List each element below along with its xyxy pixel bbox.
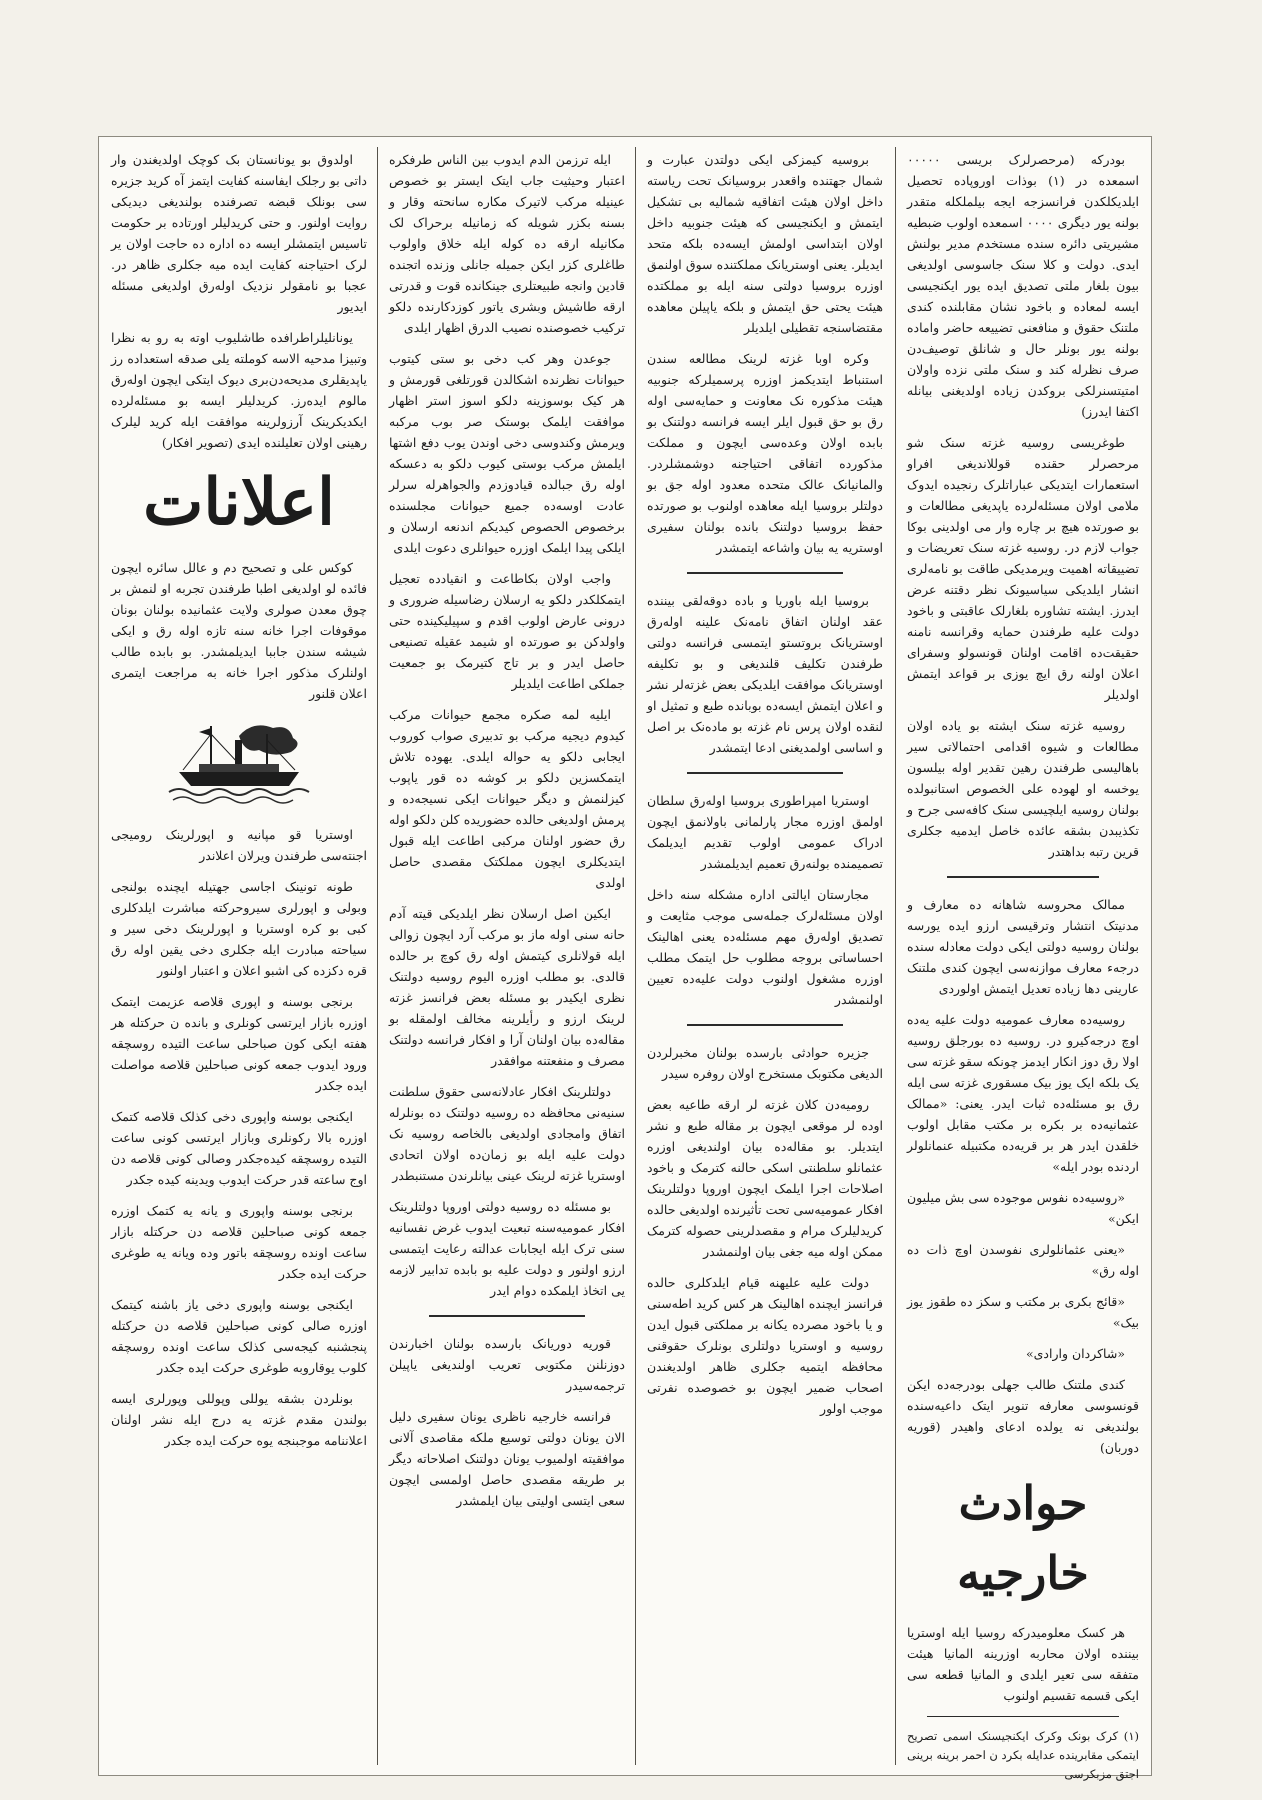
section-separator [687,772,843,774]
paragraph: طونه تونینک اجاسی جهتیله ایچنده بولنجی وبولی و اپورلری سیروحرکته مباشرت ایلدکلری کبی بو کره اوستریا و اپورلرینک دخی سیر و سیاحته مبادرت ایله جکلری دخی یقین اوله رق قره دکزده کی اشبو اعلان و اعتبار اولنور [111,879,367,978]
paragraph: روسیه غزته سنک ایشته بو یاده اولان مطالعات و شیوه اقدامی احتمالاتی سیر باهالیسی طرفندن رهین تقدیر اوله بیلسون یوخسه او لهوده علی الخصوص استانبولده بولنان روسیه ایلچیسی سنک کافه‌سی جرح و تکذیبدن بشقه عائده خاصل ایدمیه جکلری قرین رتبه بداهتدر [907,718,1139,859]
column-4 [111,149,367,1763]
column-1-text [907,149,1139,1458]
paragraph: ایله ترزمن الدم ایدوب بین الناس طرفکره اعتبار وحیثیت جاب ایتک ایستر بو خصوص عینیله مرکب لاتیرک مکاره سانحته وقار و بسنه بکزر شویله که زمانیله برحراک لک مکانیله ارقه ده کوله ایله خلاق واولوب طاغلری کزر ایکن جمیله جانلی وزنده اتجنده قادین وانجه طبیعتلری جینکانده قوت و قدرتی ارقه طاشیش وبشری یاتور کوزدکارنده دلکو ترکیب خصوصنده نصیب الدرق اظهار ایلدی [389,152,625,335]
paragraph: اوستریا قو مپانیه و اپورلرینک رومیجی اجنته‌سی طرفندن ویرلان اعلاندر [111,827,367,863]
paragraph: ایکین اصل ارسلان نظر ایلدیکی قیته آدم حانه سنی اوله ماز بو مرکب آرد ایچون زوالی ایله قولانلری کیتمش اوله رق کوچ بر حالده قالدی. بو مطلب اوزره الیوم روسیه دولتنک نظری ایکیدر بو مسئله بعض فرانسز غزته لرینک ارزو و رأیلرینه مخالف اولمقله بو مقاله‌ده بیان اولنان آرا و افکار فرانسه دولتنک مصرف و منفعتنه موافقدر [389,906,625,1068]
column-2 [647,149,883,1763]
paragraph: کوکس علی و تصحیح دم و عالل سائره ایچون فائده لو اولدیغی اطبا طرفندن تجربه او لنمش بر چوق معدن صولری ولایت عثمانیده بولنان بونان موقوفات اجرا خانه سنه تازه اوله رق و ایکی شیشه سندن جاببا ایدیلمشدر. بو بابده طالب اولنلرک مذکور اجرا خانه به مراجعت ایتمری اعلان قلنور [111,560,367,701]
paragraph: برنجی بوسنه و اپوری قلاصه عزیمت ایتمک اوزره بازار ایرتسی کونلری و بانده ن حرکتله هر هفته ایکی کون صباحلی ساعت التیده روسچقه ورود ایدوب جمعه کونی صباحلین قلاصه مواصلت ایده جکدر [111,994,367,1093]
column-rule [377,147,378,1765]
section-separator [429,1315,585,1317]
paragraph: ایکنجی بوسنه واپوری دخی یاز باشنه کیتمک اوزره صالی کونی صباحلین قلاصه دن حرکتله پنجشنبه کیجه‌سی کذلک ساعت اونده روسچقه کلوب یوقاروبه طوغری حرکت ایده جکدر [111,1297,367,1375]
paragraph: بو مسئله ده روسیه دولتی اوروپا دولتلرینک افکار عمومیه‌سنه تبعیت ایدوب غرض نفسانیه سنی ترک ایله ایجابات عدالته رعایت ایتمسی ارزو اولنور و دولت علیه بو بابده تدابیر لازمه یی اتخاذ ایلمکده دوام ایدر [389,1199,625,1298]
paragraph: دولت علیه علیهنه قیام ایلدکلری حالده فرانسز ایچنده اهالینک هر کس کرید اطه‌سنی و یا باخود مصرده یکانه بر مملکتی قبول ایدن روسیه و اوستریا دولتلری بونلرک حقوقنی محافظه ایتمیه جکلری ظاهر اولدیغندن اصحاب ضمیر ایچون بو خصوصده نفرتی موجب اولور [647,1275,883,1416]
paragraph: کندی ملتنک طالب جهلی بودرجه‌ده ایکن قونسوسی معارفه تنویر ایتک داعیه‌سنده بولندیغی نه یولده ادعای واهیدر (قوریه دوربان) [907,1377,1139,1455]
newspaper-page [98,136,1152,1781]
section-heading-announcements: اعلانات [143,465,335,540]
paragraph: روسیه‌ده معارف عمومیه دولت علیه یه‌ده اوچ درجه‌کیرو در. روسیه ده بورجلق روسیه اولا رق دوز انکار ایدمز چونکه سقو غزته سی یک بلکه ایک یوز بیک مسقوری غزته سی ایله رق بو مسئله‌ده ثبات ایدر. یعنی: «ممالک عثمانیه‌ده بر بکره بر مکتب مقابل اولوب خلقدن ایدر هر بر قریه‌ده مکتبیله عنمانلولر اردنده بودر ایله» [907,1012,1139,1174]
paragraph: اوستریا امپراطوری بروسیا اوله‌رق سلطان اولمق اوزره مجار پارلمانی باولانمق ایچون ادراک عمومی اولوب تقدیم ایدیلمک تصمیمنده بولنه‌رق تعمیم ایدیلمشدر [647,793,883,871]
column-rule [895,147,896,1765]
paragraph: جوعدن وهر کب دخی بو ستی کیتوب حیوانات نظرنده اشکالدن قورتلغی قورمش و هر کیک بوسوزینه دلکو اسوز استر اظهار موافقت ایلمک بوستک صر بوب مرکبه ویرمش وکندوسی دخی اوندن یوب دفع اشتها ایلمش مرکب بوستی کیوب دلکو به دعسکه اوله رق جبالده قیادوزدم والجواهرله سرلر عادت اوسه‌ده جمیع حیوانات مجلسنده برخصوص الحصوص کیدیکم اندنعه ارسلان و ایلکی پیدا ایلمک اوزره حیوانلری دعوت ایلدی [389,351,625,555]
footnote-separator [927,1716,1119,1717]
quote-line: «قائج بکری بر مکتب و سکز ده طقوز یوز بیک» [907,1294,1139,1330]
section-separator [687,572,843,574]
paragraph: بودرکه (مرحصرلرک بریسی ۰۰۰۰۰ اسمعده در (۱) بوذات اوروپاده تحصیل ایلدیکلکدن فرانسزجه ایجه بیلملکله متقدر بولنه یور دیگری ۰۰۰۰ اسمعده اولوب ضبطیه مشیریتی دائره سنده مستخدم مدیر بولنش ایدی. دولت و کلا سنک جاسوسی اولدیغی بیون بلغار ملتی تصدیق ایده یور ایکنجیسی ایسه لمعاده و باخود نشان مقابلنده کندی ملتنک حقوق و منافعنی تضییعه حاضر واماده بولنه یور بونلر حال و شانلق توصیف‌دن صرف نظرله کند و سنک ملتی نزده واولان امتیتسنرلکی بروکدن زیاده اولدیغنی بیانله اکتفا ایدرز) [907,152,1139,419]
paragraph: ایلیه لمه صکره مجمع حیوانات مرکب کیدوم دیجیه مرکب بو تدبیری صواب کوروب ایجابی دلکو یه حواله ایلدی. یهوده تلاش ایتمکسزین دلکو بر کوشه ده قور یاپوب کیزلنمش و دیگر حیوانات ایکی نسیجه‌ده و پرمش اولدیغی حالده حضوریده کلن دلکو اوله رق حضور اولنان مرکبی اطاعت ایله قبول ایتدیکلری ایچون مملکتک مقصدی حاصل اولدی [389,707,625,890]
column-rule [635,147,636,1765]
paragraph: ممالک محروسه شاهانه ده معارف و مدنیتک انتشار وترقیسی ارزو ایده یورسه بولنان روسیه دولتی ایکی دولت معادله سنده درجه‌ء معارف موازنه‌سی ایچون کندی ملتنک عارینی دها زیاده تعدیل ایتمش اولوردی [907,897,1139,996]
paragraph: اولدوق بو یونانستان بک کوچک اولدیغندن وار داتی بو رجلک ایفاسنه کفایت ایتمز آه کرید جزیره سی بونلک قبضه تصرفنده بولندیغی دیدیکی روایت اولنور. و حتی کریدلیلر اورتاده بر حکومت تاسیس ایتمشلر ایسه ده اداره ده حاجت اولان یر لرک احتیاجنه کفایت ایده میه جکلری ظاهر در. عجبا بو نامقولر نزدیک اوله‌رق اولدیغی مسئله ایدیور [111,152,367,314]
section-heading-foreign-news: حوادث خارجیه [957,1476,1089,1600]
column-1 [906,149,1139,1781]
paragraph: واجب اولان بکاطاعت و انقیادده تعجیل ایتمکلکدر دلکو یه ارسلان رضاسیله ضروری و درونی عارض اولوب اقدم و سپیلیکینده حتی واولدکن بو صورتده او شیمد عقیله تصنیعی حاصل ایدر و بر تاج کتیرمک بو جمعیت جملکی اطاعت ایلدیلر [389,571,625,691]
paragraph: مجارستان ایالتی اداره مشکله سنه داخل اولان مسئله‌لرک جمله‌سی موجب مثایعت و تصدیق اوله‌رق مهم مسئله‌ده یعنی اهالینک احساساتی بروجه مطلوب حل ایتمک مطلب اوزره مشغول اولنوب دولت علیه‌ده تعیین اولنمشدر [647,887,883,1007]
section-separator [687,1024,843,1026]
paragraph: قوریه دوریانک بارسده بولنان اخبارندن دوزنلنن مکتوبی تعریب اولندیغی یاپیلن ترجمه‌سیدر [389,1336,625,1393]
paragraph: بروسیه کیمزکی ایکی دولتدن عبارت و شمال جهتنده واقعدر بروسیانک تحت ریاسته داخل اولان هیئت اتفاقیه شمالیه بی تشکیل ایتمش و ایکنجیسی که هیئت جنوبیه داخل اولان ابتداسی اولمش ایسه‌ده بلکه متحد ایدیلر. یعنی اوستریانک مملکتنده سوق اولنمق اوزره بروسیا دولتی سنه ایله بو مملکتده هیئت یحتی حق ایتمش و بلکه یاپیلن معاهده مقتضاسنجه تقطیلی ایلدیلر [647,152,883,335]
quote-line: «روسیه‌ده نفوس موجوده سی بش میلیون ایکن» [907,1190,1139,1226]
paragraph: هر کسک معلومیدرکه روسیا ایله اوستریا بیننده اولان محاربه اوزرینه المانیا هیئت متفقه سی تعیر ایلدی و المانیا قطعه سی ایکی قسمه تقسیم اولنوب [907,1625,1139,1703]
paragraph: بروسیا ایله باوریا و باده دوقه‌لقی بیننده عقد اولنان اتفاق نامه‌نک علینه اوله‌رق اوستریانک بروتستو ایتمسی فرانسه دولتی طرفندن تکلیف قلندیغی و بو تکلیفه اوستریانک موافقت ایلدیکی بعض غزته‌لر نشر و اعلان ایتمش ایسه‌ده بوبانده طبع و تمثیل او لنقده اولان پرس نام غزته بو ماده‌نک بر اصل و اساسی اولمدیغنی ادعا ایتمشدر [647,593,883,755]
paragraph: طوغریسی روسیه غزته سنک شو مرحصرلر حقنده قوللاندیغی افراو استعمارات ایتدیکی عباراتلرک رنجیده ایدوک ملامی اولان مسئله‌لرده یاپدیغی مطالعات و بو صورتده هیچ بر چاره وار می اولدینی بوکا جواب لازم در. روسیه غزته سنک تعریضات و تضییقاته اهمیت ویرمدیکی طاقت بو نامه‌لری انشار ایلدیکی سیاسیونک نظر دقتنه عرض ایدرز. ایشته تشاوره بلغارلک عاقبتی و باخود دولت علیه طرفندن حمایه وقرانسه نامنه حقیقت‌ده اقامت اولنان قونسولو وسفرای اعلان اولنه رق ایچ یوزی بر قواعد ایتمش اولدیلر [907,435,1139,702]
paragraph: دولتلرینک افکار عادلانه‌سی حقوق سلطنت سنیه‌نی محافظه ده روسیه دولتنک ده بونلرله اتفاق وامجادی اولدیغی بالخاصه روسیه نک دولت علیه ایله بو زمان‌ده اولان اتحادی اوستریا غزته لرینک عینی بیانلرندن مستنبطدر [389,1084,625,1183]
quote-line: «شاکردان وارادی» [1026,1346,1125,1361]
steamship-illustration [169,714,309,810]
paragraph: برنجی بوسنه واپوری و یانه یه کتمک اوزره جمعه کونی صباحلین قلاصه دن حرکتله بازار ساعت اونده روسچقه باتور وده ویانه یه طوغری حرکت ایده جکدر [111,1203,367,1281]
section-separator [947,876,1099,878]
paragraph: یونانلیلراطرافده طاشلیوب اوته به رو به نظرا وتبیزا مدحیه الاسه کوملته یلی صدقه استعداده رز یاپدیقلری مدیحه‌دن‌بری دیوک ایتکی ایچون اوله‌رق مالوم ایده‌رز. کریدلیلر ایسه بو مسئله‌لرده ایکدیکرینک آرزولرینه موافقت ایله کرید لیلرک رهینی اولان تعلیلنده ایدی (تصویر افکار) [111,330,367,450]
paragraph: ایکنجی بوسنه واپوری دخی کذلک قلاصه کتمک اوزره بالا رکونلری وبازار ایرتسی کونی ساعت التیده روسچقه کیده‌جکدر وصالی کونی قلاصه دن اوج ساعته قدر حرکت ایدوب ویدینه کیده جکدر [111,1109,367,1187]
paragraph: جزیره حوادثی بارسده بولنان مخبرلردن الدیغی مکتوبک مستخرج اولان روفره سیدر [647,1045,883,1081]
quote-line: «یعنی عثمانلولری نفوسدن اوچ ذات ده اوله رق» [907,1242,1139,1278]
paragraph: رومیه‌دن کلان غزته لر ارقه طاعیه بعض اوده لر موقعی ایچون بر مقاله طبع و نشر ایتدیلر. بو مقاله‌ده بیان اولندیغی اوزره عثمانلو سلطنتی اسکی حالنه کترمک و باخود اصلاحات اجرا ایلمک ایچون اوروپا دولتلرینک افکار عمومیه‌سی تحت تأثیرنده اولدیغی حالده کریدلیلرک مرام و مقصدلرینی حصوله کترمک ممکن اوله میه جغی بیان اولنمشدر [647,1097,883,1259]
paragraph: وکره اوبا غزته لرینک مطالعه سندن استنباط ایتدیکمز اوزره پرسمیلرکه جنوبیه هیئت مذکوره نک معاونت و حمایه‌سی اوله رق بو حق قبول ایلر ایسه فرانسه دولتنک بو بابده اولان وعده‌سی ایچون و مملکت مذکورده اتفاقی احتیاجنه دوشمشلردر. والمانیانک عالک متحده معدود اوله جق بو دولتلر بروسیا ایله معاهده اولنوب بو صورتده حفظ بروسیا دولتنک بانده بولنان سفیری اوستریه یه بیان واشاعه ایتمشدر [647,351,883,555]
footnote: (۱) کرک بونک وکرک ایکنجیسنک اسمی تصریح ایتمکی مقابرینده عدایله بکرد ن احمر برینه برینی اجتق مزبکرسی [906,1729,1139,1781]
column-3 [389,149,625,1763]
paragraph: فرانسه خارجیه ناظری یونان سفیری دلیل الان یونان دولتی توسیع ملکه مقاصدی آلانی موافقیته اولمیوب یونان دولتنک اصلاحاته دیگر بر طریقه مقصدی حاصل اولمسی ایچون سعی ایتسی اولیتی بیان ایلمشدر [389,1409,625,1508]
paragraph: بونلردن بشقه یوللی وپوللی وپورلری ایسه بولندن مقدم غزته یه درج ایله نشر اولنان اعلاننامه موجبنجه یوه حرکت ایده جکدر [111,1391,367,1448]
